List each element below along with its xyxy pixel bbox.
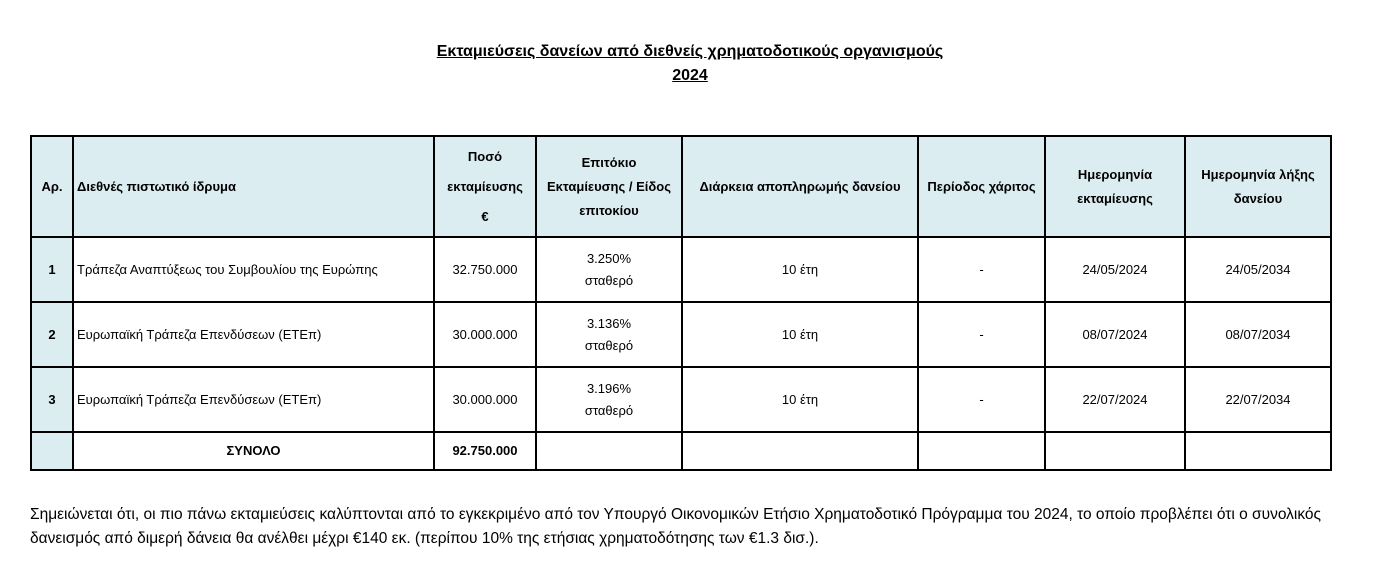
row-duration: 10 έτη [682,367,918,432]
row-institution: Ευρωπαϊκή Τράπεζα Επενδύσεων (ΕΤΕπ) [73,302,434,367]
row-disbursement-date: 22/07/2024 [1045,367,1185,432]
title-line-1: Εκταμιεύσεις δανείων από διεθνείς χρηματοδοτικούς οργανισμούς [436,43,944,60]
total-empty-cell [1185,432,1331,470]
row-number: 3 [31,367,73,432]
header-duration: Διάρκεια αποπληρωμής δανείου [682,136,918,237]
header-amount-line1: Ποσό [467,148,503,164]
header-rate-line3: επιτοκίου [579,202,639,218]
row-duration: 10 έτη [682,237,918,302]
total-empty-cell [682,432,918,470]
row-duration: 10 έτη [682,302,918,367]
header-end-line2: δανείου [1233,190,1283,206]
total-empty-cell [918,432,1045,470]
table-header-row [31,136,1331,237]
page-title [0,40,1380,88]
row-amount: 32.750.000 [434,237,536,302]
header-disb-line1: Ημερομηνία [1077,166,1153,182]
header-amount-line2: εκταμίευσης [447,178,523,194]
header-no: Αρ. [31,136,73,237]
table-row [31,237,1331,302]
table-row [31,367,1331,432]
row-grace: - [918,302,1045,367]
row-end-date: 24/05/2034 [1185,237,1331,302]
header-institution: Διεθνές πιστωτικό ίδρυμα [73,136,434,237]
loans-table [30,135,1332,471]
row-institution: Τράπεζα Αναπτύξεως του Συμβουλίου της Ευρώπης [73,237,434,302]
total-label: ΣΥΝΟΛΟ [73,432,434,470]
header-amount-line3: € [481,208,489,224]
row-grace: - [918,237,1045,302]
rate-value: 3.196% [586,380,632,396]
rate-value: 3.136% [586,315,632,331]
rate-type: σταθερό [584,337,634,353]
table-row [31,302,1331,367]
total-amount: 92.750.000 [434,432,536,470]
row-amount: 30.000.000 [434,367,536,432]
footnote: Σημειώνεται ότι, οι πιο πάνω εκταμιεύσεις καλύπτονται από το εγκεκριμένο από τον Υπουργό Οικονομικών Ετήσιο Χρηματοδοτικό Πρόγραμμα του 2024, το οποίο προβλέπει ότι ο συνολικός δανεισμός από διμερή δάνεια θα ανέλθει μέχρι €140 εκ. (περίπου 10% της ετήσιας χρηματοδότησης των €1.3 δισ.). [30,506,1322,547]
row-rate [536,237,682,302]
header-rate-line2: Εκταμίευσης / Είδος [547,178,671,194]
header-disbursement-date [1045,136,1185,237]
rate-type: σταθερό [584,272,634,288]
row-rate [536,302,682,367]
rate-value: 3.250% [586,250,632,266]
row-number: 1 [31,237,73,302]
row-amount: 30.000.000 [434,302,536,367]
header-grace: Περίοδος χάριτος [918,136,1045,237]
row-grace: - [918,367,1045,432]
row-disbursement-date: 24/05/2024 [1045,237,1185,302]
total-empty-cell [536,432,682,470]
header-rate-line1: Επιτόκιο [581,154,637,170]
total-number-cell [31,432,73,470]
rate-type: σταθερό [584,402,634,418]
total-row [31,432,1331,470]
row-institution: Ευρωπαϊκή Τράπεζα Επενδύσεων (ΕΤΕπ) [73,367,434,432]
row-rate [536,367,682,432]
row-disbursement-date: 08/07/2024 [1045,302,1185,367]
header-rate [536,136,682,237]
total-empty-cell [1045,432,1185,470]
header-end-line1: Ημερομηνία λήξης [1201,166,1315,182]
row-end-date: 08/07/2034 [1185,302,1331,367]
header-disb-line2: εκταμίευσης [1077,190,1153,206]
header-amount [434,136,536,237]
title-year: 2024 [672,67,708,84]
row-number: 2 [31,302,73,367]
row-end-date: 22/07/2034 [1185,367,1331,432]
header-end-date [1185,136,1331,237]
